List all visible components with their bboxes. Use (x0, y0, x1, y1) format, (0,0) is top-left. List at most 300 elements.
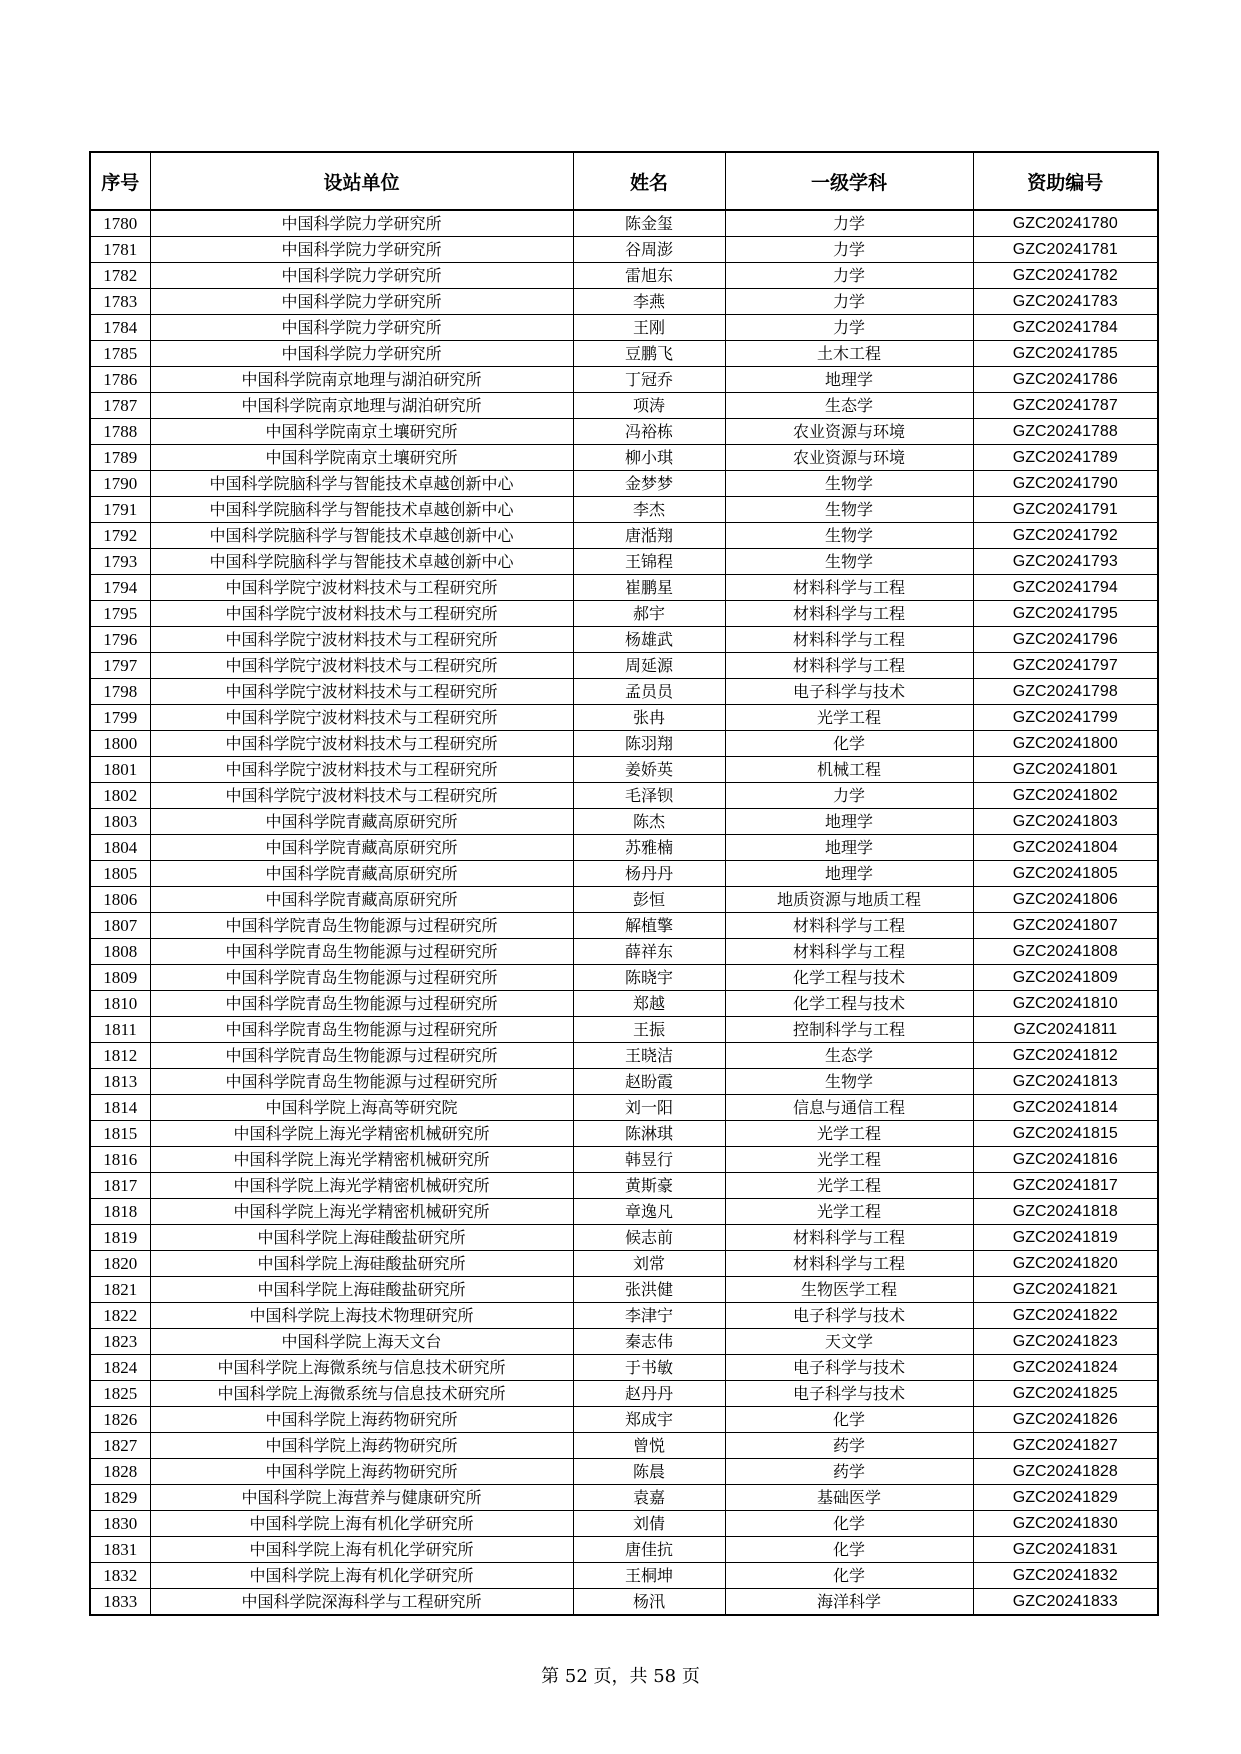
table-row (90, 1043, 1158, 1069)
cell-name: 唐佳抗 (573, 1537, 725, 1563)
cell-discipline: 生物医学工程 (725, 1277, 973, 1303)
cell-funding-code: GZC20241820 (973, 1251, 1158, 1277)
cell-host-institution: 中国科学院上海光学精密机械研究所 (150, 1147, 573, 1173)
cell-funding-code: GZC20241784 (973, 315, 1158, 341)
cell-serial-number: 1827 (90, 1433, 150, 1459)
cell-discipline: 材料科学与工程 (725, 653, 973, 679)
cell-serial-number: 1822 (90, 1303, 150, 1329)
cell-serial-number: 1802 (90, 783, 150, 809)
cell-funding-code: GZC20241825 (973, 1381, 1158, 1407)
table-row (90, 887, 1158, 913)
cell-funding-code: GZC20241819 (973, 1225, 1158, 1251)
cell-host-institution: 中国科学院宁波材料技术与工程研究所 (150, 653, 573, 679)
cell-discipline: 电子科学与技术 (725, 1355, 973, 1381)
table-row (90, 1433, 1158, 1459)
cell-host-institution: 中国科学院上海天文台 (150, 1329, 573, 1355)
cell-host-institution: 中国科学院上海光学精密机械研究所 (150, 1121, 573, 1147)
cell-discipline: 力学 (725, 783, 973, 809)
cell-funding-code: GZC20241829 (973, 1485, 1158, 1511)
table-row (90, 237, 1158, 263)
cell-serial-number: 1830 (90, 1511, 150, 1537)
cell-funding-code: GZC20241807 (973, 913, 1158, 939)
cell-discipline: 地理学 (725, 367, 973, 393)
cell-name: 曾悦 (573, 1433, 725, 1459)
cell-funding-code: GZC20241818 (973, 1199, 1158, 1225)
cell-host-institution: 中国科学院宁波材料技术与工程研究所 (150, 783, 573, 809)
page-number-footer: 第 52 页，共 58 页 (541, 1666, 700, 1687)
cell-funding-code: GZC20241782 (973, 263, 1158, 289)
cell-funding-code: GZC20241787 (973, 393, 1158, 419)
cell-name: 秦志伟 (573, 1329, 725, 1355)
cell-serial-number: 1832 (90, 1563, 150, 1589)
cell-serial-number: 1828 (90, 1459, 150, 1485)
cell-serial-number: 1803 (90, 809, 150, 835)
cell-host-institution: 中国科学院上海技术物理研究所 (150, 1303, 573, 1329)
cell-serial-number: 1781 (90, 237, 150, 263)
cell-name: 章逸凡 (573, 1199, 725, 1225)
cell-host-institution: 中国科学院宁波材料技术与工程研究所 (150, 575, 573, 601)
cell-funding-code: GZC20241808 (973, 939, 1158, 965)
cell-name: 王晓洁 (573, 1043, 725, 1069)
cell-name: 毛泽钡 (573, 783, 725, 809)
cell-name: 雷旭东 (573, 263, 725, 289)
table-row (90, 1173, 1158, 1199)
cell-name: 陈晓宇 (573, 965, 725, 991)
cell-discipline: 力学 (725, 263, 973, 289)
cell-serial-number: 1782 (90, 263, 150, 289)
cell-funding-code: GZC20241822 (973, 1303, 1158, 1329)
cell-serial-number: 1783 (90, 289, 150, 315)
cell-name: 李杰 (573, 497, 725, 523)
cell-host-institution: 中国科学院上海药物研究所 (150, 1433, 573, 1459)
cell-host-institution: 中国科学院力学研究所 (150, 289, 573, 315)
cell-discipline: 控制科学与工程 (725, 1017, 973, 1043)
cell-host-institution: 中国科学院上海微系统与信息技术研究所 (150, 1381, 573, 1407)
table-row (90, 1225, 1158, 1251)
cell-name: 柳小琪 (573, 445, 725, 471)
cell-discipline: 力学 (725, 315, 973, 341)
table-row (90, 939, 1158, 965)
cell-funding-code: GZC20241781 (973, 237, 1158, 263)
cell-name: 刘常 (573, 1251, 725, 1277)
cell-host-institution: 中国科学院南京土壤研究所 (150, 419, 573, 445)
cell-funding-code: GZC20241814 (973, 1095, 1158, 1121)
cell-host-institution: 中国科学院宁波材料技术与工程研究所 (150, 627, 573, 653)
cell-host-institution: 中国科学院脑科学与智能技术卓越创新中心 (150, 497, 573, 523)
cell-serial-number: 1829 (90, 1485, 150, 1511)
table-row (90, 601, 1158, 627)
cell-host-institution: 中国科学院上海药物研究所 (150, 1459, 573, 1485)
cell-host-institution: 中国科学院上海微系统与信息技术研究所 (150, 1355, 573, 1381)
cell-serial-number: 1792 (90, 523, 150, 549)
cell-serial-number: 1824 (90, 1355, 150, 1381)
cell-name: 孟员员 (573, 679, 725, 705)
cell-discipline: 天文学 (725, 1329, 973, 1355)
cell-serial-number: 1788 (90, 419, 150, 445)
table-row (90, 1511, 1158, 1537)
cell-name: 袁嘉 (573, 1485, 725, 1511)
cell-discipline: 电子科学与技术 (725, 679, 973, 705)
cell-discipline: 化学 (725, 1511, 973, 1537)
table-row (90, 549, 1158, 575)
cell-host-institution: 中国科学院青岛生物能源与过程研究所 (150, 991, 573, 1017)
cell-host-institution: 中国科学院上海光学精密机械研究所 (150, 1173, 573, 1199)
cell-host-institution: 中国科学院青藏高原研究所 (150, 861, 573, 887)
cell-name: 赵盼霞 (573, 1069, 725, 1095)
cell-serial-number: 1801 (90, 757, 150, 783)
cell-name: 金梦梦 (573, 471, 725, 497)
cell-name: 杨雄武 (573, 627, 725, 653)
cell-funding-code: GZC20241815 (973, 1121, 1158, 1147)
header-row (90, 152, 1158, 210)
cell-serial-number: 1791 (90, 497, 150, 523)
cell-discipline: 生态学 (725, 393, 973, 419)
cell-discipline: 农业资源与环境 (725, 419, 973, 445)
cell-funding-code: GZC20241785 (973, 341, 1158, 367)
cell-serial-number: 1780 (90, 210, 150, 237)
cell-name: 周延源 (573, 653, 725, 679)
cell-serial-number: 1797 (90, 653, 150, 679)
cell-serial-number: 1810 (90, 991, 150, 1017)
cell-serial-number: 1816 (90, 1147, 150, 1173)
cell-name: 韩昱行 (573, 1147, 725, 1173)
table-row (90, 835, 1158, 861)
cell-funding-code: GZC20241809 (973, 965, 1158, 991)
cell-host-institution: 中国科学院宁波材料技术与工程研究所 (150, 601, 573, 627)
cell-discipline: 生态学 (725, 1043, 973, 1069)
cell-funding-code: GZC20241804 (973, 835, 1158, 861)
cell-host-institution: 中国科学院南京地理与湖泊研究所 (150, 367, 573, 393)
cell-host-institution: 中国科学院深海科学与工程研究所 (150, 1589, 573, 1616)
cell-host-institution: 中国科学院上海硅酸盐研究所 (150, 1251, 573, 1277)
cell-funding-code: GZC20241788 (973, 419, 1158, 445)
cell-host-institution: 中国科学院宁波材料技术与工程研究所 (150, 705, 573, 731)
cell-discipline: 化学工程与技术 (725, 965, 973, 991)
cell-serial-number: 1789 (90, 445, 150, 471)
cell-name: 陈晨 (573, 1459, 725, 1485)
cell-host-institution: 中国科学院力学研究所 (150, 315, 573, 341)
cell-funding-code: GZC20241801 (973, 757, 1158, 783)
table-row (90, 575, 1158, 601)
cell-discipline: 化学 (725, 731, 973, 757)
cell-host-institution: 中国科学院上海硅酸盐研究所 (150, 1277, 573, 1303)
table-row (90, 679, 1158, 705)
table-row (90, 210, 1158, 237)
cell-name: 丁冠乔 (573, 367, 725, 393)
cell-discipline: 土木工程 (725, 341, 973, 367)
cell-funding-code: GZC20241786 (973, 367, 1158, 393)
table-row (90, 1381, 1158, 1407)
cell-serial-number: 1818 (90, 1199, 150, 1225)
table-header (90, 152, 1158, 210)
cell-serial-number: 1815 (90, 1121, 150, 1147)
cell-discipline: 光学工程 (725, 1121, 973, 1147)
cell-discipline: 力学 (725, 237, 973, 263)
cell-name: 黄斯豪 (573, 1173, 725, 1199)
cell-funding-code: GZC20241800 (973, 731, 1158, 757)
cell-discipline: 化学工程与技术 (725, 991, 973, 1017)
cell-discipline: 农业资源与环境 (725, 445, 973, 471)
cell-host-institution: 中国科学院脑科学与智能技术卓越创新中心 (150, 523, 573, 549)
cell-funding-code: GZC20241805 (973, 861, 1158, 887)
cell-funding-code: GZC20241802 (973, 783, 1158, 809)
cell-serial-number: 1821 (90, 1277, 150, 1303)
cell-funding-code: GZC20241823 (973, 1329, 1158, 1355)
cell-discipline: 光学工程 (725, 1147, 973, 1173)
cell-funding-code: GZC20241783 (973, 289, 1158, 315)
cell-funding-code: GZC20241833 (973, 1589, 1158, 1616)
cell-discipline: 材料科学与工程 (725, 1225, 973, 1251)
table-row (90, 809, 1158, 835)
table-row (90, 783, 1158, 809)
cell-host-institution: 中国科学院上海营养与健康研究所 (150, 1485, 573, 1511)
cell-discipline: 化学 (725, 1563, 973, 1589)
table-row (90, 705, 1158, 731)
cell-funding-code: GZC20241794 (973, 575, 1158, 601)
cell-host-institution: 中国科学院力学研究所 (150, 237, 573, 263)
cell-funding-code: GZC20241798 (973, 679, 1158, 705)
table-row (90, 1147, 1158, 1173)
cell-host-institution: 中国科学院上海硅酸盐研究所 (150, 1225, 573, 1251)
cell-funding-code: GZC20241796 (973, 627, 1158, 653)
cell-host-institution: 中国科学院青岛生物能源与过程研究所 (150, 965, 573, 991)
table-row (90, 1303, 1158, 1329)
table-row (90, 1251, 1158, 1277)
cell-serial-number: 1811 (90, 1017, 150, 1043)
cell-funding-code: GZC20241812 (973, 1043, 1158, 1069)
cell-serial-number: 1808 (90, 939, 150, 965)
cell-funding-code: GZC20241789 (973, 445, 1158, 471)
table-row (90, 731, 1158, 757)
cell-funding-code: GZC20241803 (973, 809, 1158, 835)
cell-discipline: 电子科学与技术 (725, 1381, 973, 1407)
cell-discipline: 材料科学与工程 (725, 1251, 973, 1277)
cell-host-institution: 中国科学院上海药物研究所 (150, 1407, 573, 1433)
table-row (90, 341, 1158, 367)
cell-funding-code: GZC20241780 (973, 210, 1158, 237)
cell-host-institution: 中国科学院上海有机化学研究所 (150, 1563, 573, 1589)
table-row (90, 393, 1158, 419)
table-row (90, 263, 1158, 289)
cell-discipline: 地理学 (725, 835, 973, 861)
cell-serial-number: 1813 (90, 1069, 150, 1095)
cell-name: 刘一阳 (573, 1095, 725, 1121)
cell-host-institution: 中国科学院青藏高原研究所 (150, 809, 573, 835)
table-row (90, 315, 1158, 341)
table-row (90, 1095, 1158, 1121)
cell-funding-code: GZC20241824 (973, 1355, 1158, 1381)
table-row (90, 913, 1158, 939)
table-row (90, 1069, 1158, 1095)
cell-serial-number: 1790 (90, 471, 150, 497)
cell-name: 陈金玺 (573, 210, 725, 237)
table-row (90, 757, 1158, 783)
cell-funding-code: GZC20241799 (973, 705, 1158, 731)
cell-funding-code: GZC20241790 (973, 471, 1158, 497)
table-row (90, 497, 1158, 523)
table-row (90, 523, 1158, 549)
cell-serial-number: 1804 (90, 835, 150, 861)
postdoc-funding-table (89, 151, 1159, 1616)
cell-serial-number: 1807 (90, 913, 150, 939)
cell-host-institution: 中国科学院上海光学精密机械研究所 (150, 1199, 573, 1225)
cell-host-institution: 中国科学院宁波材料技术与工程研究所 (150, 731, 573, 757)
cell-funding-code: GZC20241831 (973, 1537, 1158, 1563)
cell-name: 王刚 (573, 315, 725, 341)
cell-name: 刘倩 (573, 1511, 725, 1537)
cell-discipline: 机械工程 (725, 757, 973, 783)
cell-discipline: 地理学 (725, 809, 973, 835)
cell-serial-number: 1812 (90, 1043, 150, 1069)
table-row (90, 1355, 1158, 1381)
cell-host-institution: 中国科学院脑科学与智能技术卓越创新中心 (150, 549, 573, 575)
cell-host-institution: 中国科学院上海高等研究院 (150, 1095, 573, 1121)
table-row (90, 627, 1158, 653)
table-row (90, 965, 1158, 991)
cell-serial-number: 1817 (90, 1173, 150, 1199)
cell-name: 赵丹丹 (573, 1381, 725, 1407)
table-row (90, 1589, 1158, 1616)
cell-discipline: 化学 (725, 1407, 973, 1433)
header-serial-number: 序号 (90, 152, 150, 210)
cell-host-institution: 中国科学院宁波材料技术与工程研究所 (150, 679, 573, 705)
table-row (90, 445, 1158, 471)
cell-serial-number: 1820 (90, 1251, 150, 1277)
cell-name: 解植擎 (573, 913, 725, 939)
table-row (90, 1537, 1158, 1563)
table-row (90, 1277, 1158, 1303)
cell-discipline: 材料科学与工程 (725, 939, 973, 965)
cell-name: 杨汛 (573, 1589, 725, 1616)
cell-serial-number: 1831 (90, 1537, 150, 1563)
cell-name: 苏雅楠 (573, 835, 725, 861)
table-row (90, 289, 1158, 315)
cell-discipline: 电子科学与技术 (725, 1303, 973, 1329)
table-row (90, 861, 1158, 887)
cell-serial-number: 1796 (90, 627, 150, 653)
cell-serial-number: 1805 (90, 861, 150, 887)
cell-serial-number: 1795 (90, 601, 150, 627)
cell-discipline: 材料科学与工程 (725, 913, 973, 939)
cell-serial-number: 1786 (90, 367, 150, 393)
cell-name: 张冉 (573, 705, 725, 731)
cell-name: 李燕 (573, 289, 725, 315)
cell-name: 唐湉翔 (573, 523, 725, 549)
cell-discipline: 生物学 (725, 497, 973, 523)
cell-name: 陈羽翔 (573, 731, 725, 757)
cell-host-institution: 中国科学院青岛生物能源与过程研究所 (150, 1069, 573, 1095)
cell-discipline: 信息与通信工程 (725, 1095, 973, 1121)
cell-funding-code: GZC20241813 (973, 1069, 1158, 1095)
cell-discipline: 力学 (725, 210, 973, 237)
cell-serial-number: 1798 (90, 679, 150, 705)
cell-discipline: 生物学 (725, 471, 973, 497)
cell-funding-code: GZC20241797 (973, 653, 1158, 679)
table-row (90, 419, 1158, 445)
cell-host-institution: 中国科学院脑科学与智能技术卓越创新中心 (150, 471, 573, 497)
cell-funding-code: GZC20241821 (973, 1277, 1158, 1303)
table-row (90, 471, 1158, 497)
table-row (90, 1407, 1158, 1433)
cell-discipline: 药学 (725, 1433, 973, 1459)
cell-serial-number: 1793 (90, 549, 150, 575)
cell-host-institution: 中国科学院上海有机化学研究所 (150, 1537, 573, 1563)
cell-serial-number: 1806 (90, 887, 150, 913)
cell-host-institution: 中国科学院南京地理与湖泊研究所 (150, 393, 573, 419)
cell-name: 陈淋琪 (573, 1121, 725, 1147)
cell-host-institution: 中国科学院青岛生物能源与过程研究所 (150, 1043, 573, 1069)
cell-serial-number: 1785 (90, 341, 150, 367)
cell-funding-code: GZC20241816 (973, 1147, 1158, 1173)
cell-serial-number: 1787 (90, 393, 150, 419)
cell-discipline: 生物学 (725, 549, 973, 575)
header-funding-code: 资助编号 (973, 152, 1158, 210)
cell-serial-number: 1814 (90, 1095, 150, 1121)
cell-discipline: 海洋科学 (725, 1589, 973, 1616)
table-row (90, 1485, 1158, 1511)
cell-name: 彭恒 (573, 887, 725, 913)
cell-name: 杨丹丹 (573, 861, 725, 887)
cell-funding-code: GZC20241792 (973, 523, 1158, 549)
cell-discipline: 药学 (725, 1459, 973, 1485)
cell-funding-code: GZC20241795 (973, 601, 1158, 627)
cell-discipline: 材料科学与工程 (725, 627, 973, 653)
cell-name: 谷周澎 (573, 237, 725, 263)
cell-name: 王振 (573, 1017, 725, 1043)
cell-name: 候志前 (573, 1225, 725, 1251)
cell-host-institution: 中国科学院青藏高原研究所 (150, 887, 573, 913)
table-row (90, 653, 1158, 679)
cell-name: 崔鹏星 (573, 575, 725, 601)
cell-discipline: 地理学 (725, 861, 973, 887)
header-discipline: 一级学科 (725, 152, 973, 210)
cell-discipline: 化学 (725, 1537, 973, 1563)
cell-serial-number: 1826 (90, 1407, 150, 1433)
header-name: 姓名 (573, 152, 725, 210)
cell-discipline: 材料科学与工程 (725, 601, 973, 627)
cell-discipline: 生物学 (725, 1069, 973, 1095)
cell-name: 薛祥东 (573, 939, 725, 965)
cell-serial-number: 1819 (90, 1225, 150, 1251)
cell-host-institution: 中国科学院力学研究所 (150, 341, 573, 367)
cell-host-institution: 中国科学院力学研究所 (150, 210, 573, 237)
cell-host-institution: 中国科学院青岛生物能源与过程研究所 (150, 1017, 573, 1043)
cell-serial-number: 1799 (90, 705, 150, 731)
cell-serial-number: 1784 (90, 315, 150, 341)
table-row (90, 1459, 1158, 1485)
cell-discipline: 光学工程 (725, 1173, 973, 1199)
cell-funding-code: GZC20241810 (973, 991, 1158, 1017)
table-row (90, 991, 1158, 1017)
cell-funding-code: GZC20241826 (973, 1407, 1158, 1433)
cell-funding-code: GZC20241793 (973, 549, 1158, 575)
cell-host-institution: 中国科学院力学研究所 (150, 263, 573, 289)
cell-discipline: 光学工程 (725, 705, 973, 731)
cell-serial-number: 1823 (90, 1329, 150, 1355)
cell-name: 项涛 (573, 393, 725, 419)
cell-host-institution: 中国科学院青藏高原研究所 (150, 835, 573, 861)
cell-host-institution: 中国科学院上海有机化学研究所 (150, 1511, 573, 1537)
cell-funding-code: GZC20241832 (973, 1563, 1158, 1589)
table-row (90, 1017, 1158, 1043)
cell-name: 姜娇英 (573, 757, 725, 783)
cell-name: 于书敏 (573, 1355, 725, 1381)
cell-host-institution: 中国科学院南京土壤研究所 (150, 445, 573, 471)
cell-host-institution: 中国科学院青岛生物能源与过程研究所 (150, 913, 573, 939)
cell-name: 张洪健 (573, 1277, 725, 1303)
cell-discipline: 光学工程 (725, 1199, 973, 1225)
cell-funding-code: GZC20241830 (973, 1511, 1158, 1537)
